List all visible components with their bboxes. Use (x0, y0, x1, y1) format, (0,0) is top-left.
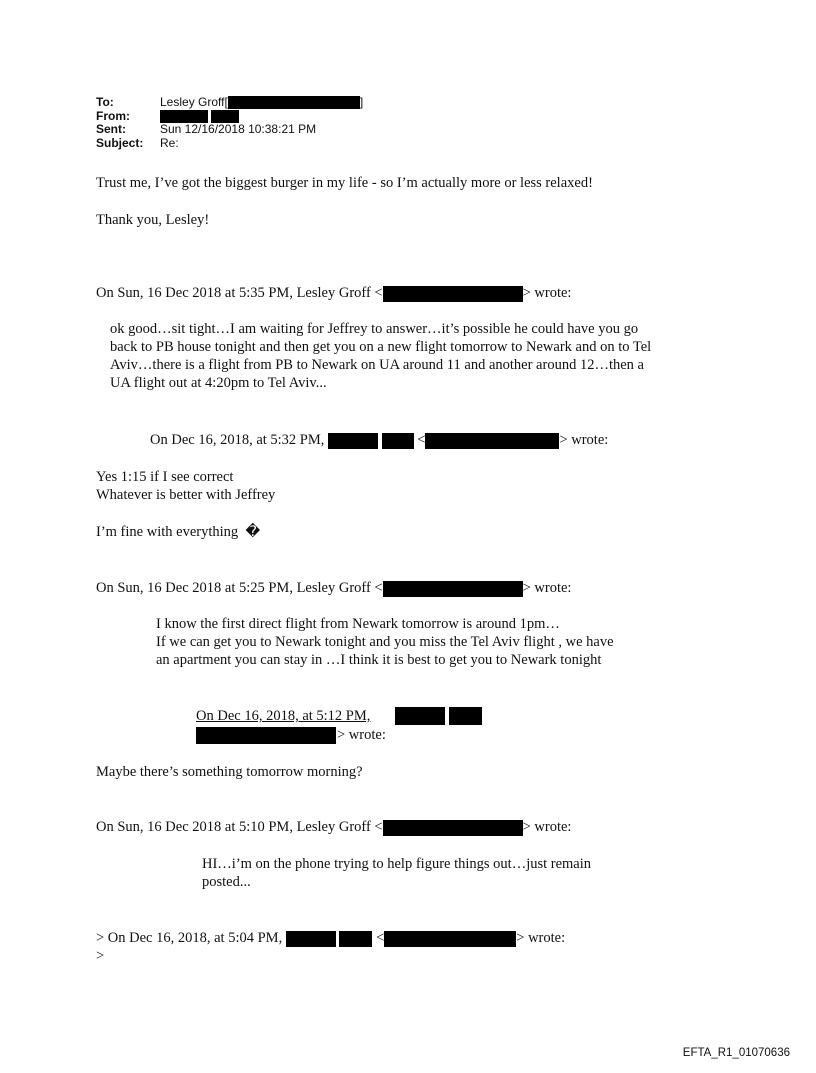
quote-line: an apartment you can stay in …I think it is best to get you to Newark tonight (156, 652, 602, 668)
document-id: EFTA_R1_01070636 (682, 1047, 790, 1059)
redaction-bar (160, 110, 208, 123)
attribution-lt: < (417, 432, 426, 448)
attribution-wrote: > wrote: (516, 930, 566, 946)
attribution-text: On Sun, 16 Dec 2018 at 5:35 PM, Lesley Groff < (96, 285, 383, 301)
attribution-lt: < (376, 930, 385, 946)
attribution-text: On Sun, 16 Dec 2018 at 5:25 PM, Lesley Groff < (96, 580, 383, 596)
attribution-wrote: > wrote: (522, 819, 572, 835)
redaction-bar (339, 931, 372, 947)
quote-line: Maybe there’s something tomorrow morning? (96, 764, 363, 780)
redaction-bar (383, 820, 523, 836)
quote-line: ok good…sit tight…I am waiting for Jeffrey to answer…it’s possible he could have you go (110, 321, 639, 337)
quote-attribution (96, 285, 571, 302)
quote-attribution (196, 708, 370, 724)
quote-line: Yes 1:15 if I see correct (96, 469, 234, 485)
quote-gt-line: > (96, 948, 105, 964)
quote-line: If we can get you to Newark tonight and you miss the Tel Aviv flight , we have (156, 634, 614, 650)
quote-line: Aviv…there is a flight from PB to Newark on UA around 11 and another around 12…then a (110, 357, 644, 373)
to-close: ] (359, 95, 364, 109)
from-label: From: (96, 108, 130, 123)
redaction-bar (395, 707, 445, 725)
attribution-text: On Dec 16, 2018, at 5:12 PM, (196, 708, 371, 724)
attribution-wrote: > wrote: (522, 285, 572, 301)
quote-line: back to PB house tonight and then get you on a new flight tomorrow to Newark and on to Tel (110, 339, 652, 355)
subject-value: Re: (160, 135, 179, 150)
to-label: To: (96, 95, 114, 109)
attribution-text: On Sun, 16 Dec 2018 at 5:10 PM, Lesley Groff < (96, 819, 383, 835)
subject-label: Subject: (96, 135, 144, 150)
attribution-wrote: > wrote: (559, 432, 609, 448)
redaction-bar (228, 96, 360, 109)
quote-line: I’m fine with everything � (96, 524, 261, 540)
quote-line: HI…i’m on the phone trying to help figure things out…just remain (202, 856, 592, 872)
to-value: Lesley Groff[ (160, 95, 228, 109)
quote-attribution (96, 930, 565, 947)
redaction-bar (383, 286, 523, 302)
quote-attribution (96, 580, 571, 597)
quote-line: I know the first direct flight from Newark tomorrow is around 1pm… (156, 616, 560, 632)
quote-line: Whatever is better with Jeffrey (96, 487, 276, 503)
redaction-bar (425, 433, 559, 449)
redaction-bar (382, 433, 414, 449)
redaction-bar (196, 727, 336, 744)
quote-line: UA flight out at 4:20pm to Tel Aviv... (110, 375, 327, 391)
quote-attribution (96, 819, 571, 836)
attribution-text: > On Dec 16, 2018, at 5:04 PM, (96, 930, 283, 946)
redaction-bar (286, 931, 336, 947)
redaction-bar (328, 433, 378, 449)
body-line: Thank you, Lesley! (96, 212, 210, 228)
attribution-text: On Dec 16, 2018, at 5:32 PM, (150, 432, 325, 448)
attribution-wrote: > wrote: (337, 727, 386, 743)
redaction-bar (449, 707, 482, 725)
quote-attribution (150, 432, 608, 449)
redaction-bar (383, 581, 523, 597)
body-line: Trust me, I’ve got the biggest burger in my life - so I’m actually more or less relaxed! (96, 175, 593, 191)
quote-line: posted... (202, 874, 251, 890)
sent-value: Sun 12/16/2018 10:38:21 PM (160, 122, 317, 136)
redaction-bar (384, 931, 516, 947)
redaction-bar (211, 110, 239, 123)
sent-label: Sent: (96, 122, 126, 136)
attribution-wrote: > wrote: (522, 580, 572, 596)
